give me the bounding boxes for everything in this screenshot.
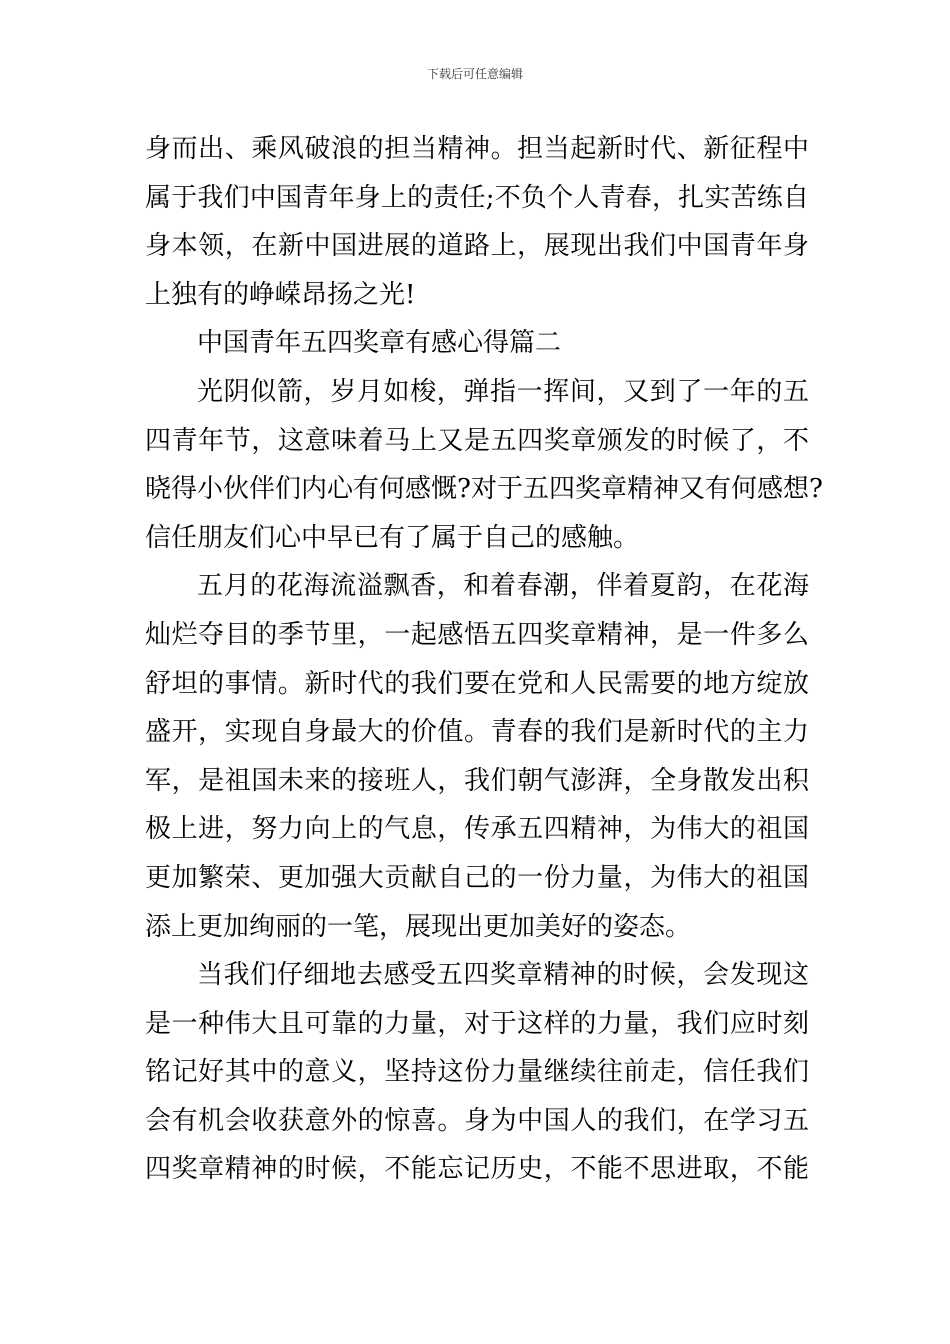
- text-line: 添上更加绚丽的一笔，展现出更加美好的姿态。: [145, 911, 692, 942]
- text-line: 身本领，在新中国进展的道路上，展现出我们中国青年身: [145, 231, 809, 262]
- text-line: 四奖章精神的时候，不能忘记历史，不能不思进取，不能: [145, 1154, 809, 1185]
- text-line: 是一种伟大且可靠的力量，对于这样的力量，我们应时刻: [145, 1008, 809, 1039]
- text-line: 极上进，努力向上的气息，传承五四精神，为伟大的祖国: [145, 814, 809, 845]
- text-line: 身而出、乘风破浪的担当精神。担当起新时代、新征程中: [145, 134, 809, 164]
- text-line: 铭记好其中的意义，坚持这份力量继续往前走，信任我们: [145, 1057, 809, 1088]
- text-line: 军，是祖国未来的接班人，我们朝气澎湃，全身散发出积: [145, 765, 809, 796]
- text-line: 晓得小伙伴们内心有何感慨?对于五四奖章精神又有何感想?: [145, 474, 823, 505]
- document-body: [145, 125, 823, 1194]
- text-line: 灿烂夺目的季节里，一起感悟五四奖章精神，是一件多么: [145, 619, 809, 650]
- text-line: 上独有的峥嵘昂扬之光!: [145, 279, 416, 310]
- text-line: 光阴似箭，岁月如梭，弹指一挥间，又到了一年的五: [197, 376, 809, 407]
- text-line: 舒坦的事情。新时代的我们要在党和人民需要的地方绽放: [145, 668, 809, 699]
- text-line: 四青年节，这意味着马上又是五四奖章颁发的时候了，不: [145, 425, 809, 456]
- text-line: 会有机会收获意外的惊喜。身为中国人的我们，在学习五: [145, 1105, 809, 1136]
- text-line: 五月的花海流溢飘香，和着春潮，伴着夏韵，在花海: [197, 571, 809, 602]
- text-line: 盛开，实现自身最大的价值。青春的我们是新时代的主力: [145, 717, 809, 748]
- section-heading: 中国青年五四奖章有感心得篇二: [197, 328, 562, 359]
- text-line: 信任朋友们心中早已有了属于自己的感触。: [145, 522, 640, 553]
- text-line: 更加繁荣、更加强大贡献自己的一份力量，为伟大的祖国: [145, 862, 809, 893]
- page-header: 下载后可任意编辑: [426, 67, 523, 81]
- text-line: 当我们仔细地去感受五四奖章精神的时候，会发现这: [197, 960, 809, 991]
- text-line: 属于我们中国青年身上的责任;不负个人青春，扎实苦练自: [145, 182, 809, 213]
